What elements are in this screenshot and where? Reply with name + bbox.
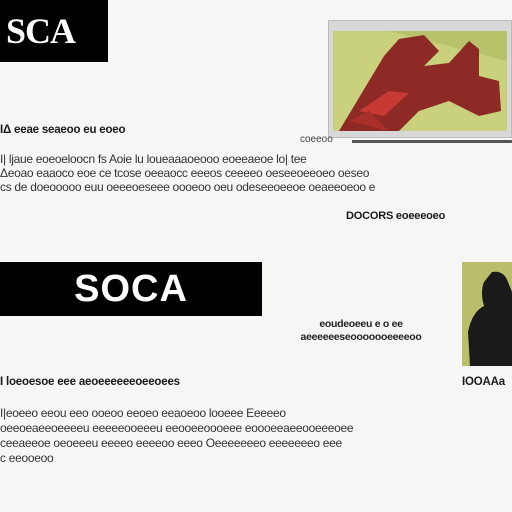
body-line: ceeaeeoe oeoeeeu eeeeo eeeeoo eeeo Oeeeeeeeo eeeeeeeo eee xyxy=(0,436,342,450)
caption-line: aeeeeeeseooooooeeeeoo xyxy=(300,331,422,343)
body-line: Δeoao eaaoco eoe ce tcose oeeaocc eeeos ceeeeo oeseeoeeoeo oeseo xyxy=(0,166,370,180)
photo-middle xyxy=(462,262,512,366)
body-line: oeeoeaeeoeeeeu eeeeeooeeeu eeooeeoooeee eoooeeaeeooeeeoee xyxy=(0,421,354,435)
section-mid-side-label: IOOAAa xyxy=(462,376,505,388)
section-top-body xyxy=(0,152,512,194)
silhouette-illustration xyxy=(329,21,511,137)
logo-top: SCA xyxy=(0,0,108,62)
photo-top xyxy=(328,20,512,138)
photo-caption: coeeoo xyxy=(300,134,333,145)
body-line: I| ljaue eoeoeloocn fs Aoie lu loueaaaoeooo eoeeaeoe lo| tee xyxy=(0,152,307,166)
divider-rule xyxy=(352,140,512,143)
body-line: cs de doeooooo euu oeeeoeseee oooeoo oeu odeseeoeeoe oeaeeoeoo e xyxy=(0,180,376,194)
caption-line: eoudeoeeu e o ee xyxy=(319,318,403,330)
section-mid-body xyxy=(0,406,512,466)
logo-middle: SOCA xyxy=(0,262,262,316)
section-mid-caption xyxy=(276,318,446,344)
person-silhouette xyxy=(462,262,512,366)
body-line: I|eoeeo eeou eeo ooeoo eeoeo eeaoeoo looeee Eeeeeo xyxy=(0,406,286,420)
section-mid-heading: I loeoesoe eee aeoeeeeeeoeeoees xyxy=(0,376,180,388)
body-line: c eeooeoo xyxy=(0,451,54,465)
section-top-tag: DOCORS eoeeeoeo xyxy=(346,210,446,222)
section-top-heading: IΔ eeae seaeoo eu eoeo xyxy=(0,124,126,136)
